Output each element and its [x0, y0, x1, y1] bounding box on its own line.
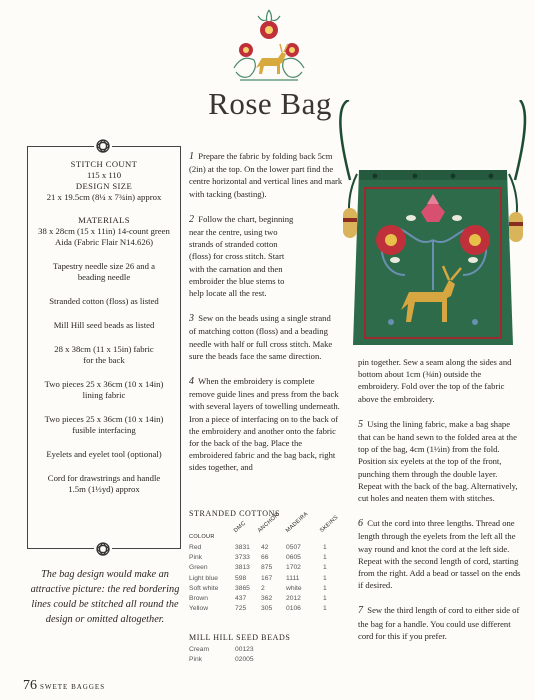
stranded-cottons-table — [189, 509, 349, 615]
table-cell: 3831 — [235, 544, 250, 551]
step-number: 4 — [189, 376, 194, 388]
table-title: MILL HILL SEED BEADS — [189, 633, 291, 642]
step-3: Sew on the beads using a single strand of matching cotton (floss) and a beading needle with half or full cross stitch. Make sure the beads face the same direction. — [189, 313, 333, 361]
table-cell: 3865 — [235, 584, 250, 592]
table-cell: 3813 — [235, 564, 250, 572]
material-item: Mill Hill seed beads as listed — [53, 320, 155, 330]
table-row — [189, 564, 349, 574]
step-number: 7 — [358, 605, 363, 617]
table-cell: Light blue — [189, 574, 219, 582]
table-cell: 1 — [323, 605, 327, 613]
table-cell: 437 — [235, 594, 247, 602]
table-cell: Brown — [189, 594, 208, 602]
material-item: Cord for drawstrings and handle 1.5m (1½yd) approx — [47, 473, 161, 494]
table-cell: Green — [189, 564, 208, 572]
table-cell: Yellow — [189, 605, 209, 613]
table-cell: white — [286, 584, 302, 592]
materials-label: MATERIALS — [78, 215, 130, 225]
table-cell: 42 — [261, 544, 269, 551]
table-row — [189, 595, 349, 605]
step-number: 2 — [189, 213, 194, 225]
table-body — [189, 544, 349, 615]
material-item: Tapestry needle size 26 and a beading needle — [53, 261, 155, 282]
instructions-column-1 — [189, 150, 349, 487]
step-number: 3 — [189, 313, 194, 325]
stitch-count-label: STITCH COUNT — [70, 159, 138, 169]
table-row — [189, 605, 349, 615]
page-title: Rose Bag — [208, 86, 332, 121]
table-cell: 362 — [261, 594, 273, 602]
step-7: Sew the third length of cord to either side of the bag for a handle. You could use different cord for this if you prefer. — [358, 605, 520, 641]
column-header: SKEINS — [318, 514, 340, 534]
table-row — [189, 646, 349, 656]
table-row — [189, 585, 349, 595]
rose-stag-motif — [228, 6, 310, 88]
table-row — [189, 575, 349, 585]
table-cell: Cream — [189, 646, 210, 653]
material-item: Eyelets and eyelet tool (optional) — [46, 449, 162, 459]
step-4a: When the embroidery is complete remove guide lines and press from the back with several layers of towelling underneath. Iron a piece of interfacing on to the back of the embroidery and another onto the fabric for the back of the bag. Place the embroidered fabric and the bag back, right sides together, and — [189, 376, 340, 473]
step-6: Cut the cord into three lengths. Thread one length through the eyelets from the left all the way round and knot the cord at the left side. Repeat with the second length of cord, starting from the right. Add a bead or tassel on the ends if desired. — [358, 518, 521, 591]
table-cell: 0507 — [286, 544, 301, 551]
table-cell: Red — [189, 544, 202, 551]
table-cell: 1 — [323, 574, 327, 582]
page-number: 76 — [23, 678, 37, 693]
material-item: Stranded cotton (floss) as listed — [49, 296, 159, 306]
table-cell: 66 — [261, 554, 269, 562]
column-header: ANCHOR — [256, 512, 281, 534]
table-cell: 1 — [323, 564, 327, 572]
step-1: Prepare the fabric by folding back 5cm (2in) at the top. On the lower part find the centre horizontal and vertical lines and mark with tacking (basting). — [189, 151, 343, 199]
table-cell: 0106 — [286, 605, 301, 613]
material-item: Two pieces 25 x 36cm (10 x 14in) fusible interfacing — [44, 414, 164, 435]
design-size-label: DESIGN SIZE — [75, 181, 133, 191]
celtic-knot-icon — [94, 540, 112, 558]
table-cell: Soft white — [189, 584, 219, 592]
table-cell: Pink — [189, 656, 203, 664]
step-2: Follow the chart, beginning near the centre, using two strands of stranded cotton (floss) for cross stitch. Start with the carnation and then embroider the blue stems to help locate all the rest. — [189, 213, 294, 299]
design-size: 21 x 19.5cm (8¼ x 7¾in) approx — [46, 192, 162, 202]
table-cell: 02005 — [235, 656, 254, 664]
material-item: 38 x 28cm (15 x 11in) 14-count green Aida (Fabric Flair N14.626) — [38, 226, 170, 247]
table-cell: Pink — [189, 554, 203, 562]
table-row — [189, 656, 349, 666]
table-row — [189, 554, 349, 564]
material-item: Two pieces 25 x 36cm (10 x 14in) lining fabric — [44, 379, 164, 400]
table-cell: 1111 — [286, 574, 300, 582]
caption: The bag design would make an attractive picture: the red bordering lines could be stitched all round the design or omitted altogether. — [30, 569, 180, 625]
column-header: DMC — [232, 520, 248, 534]
table-cell: 2012 — [286, 594, 301, 602]
column-header: COLOUR — [189, 534, 215, 540]
table-cell: 00123 — [235, 646, 254, 653]
seed-beads-table — [189, 633, 349, 666]
table-cell: 1 — [323, 544, 327, 551]
column-header: MADEIRA — [284, 511, 310, 534]
table-row — [189, 544, 349, 554]
celtic-knot-icon — [94, 137, 112, 155]
table-cell: 1 — [323, 554, 327, 562]
stitch-count: 115 x 110 — [86, 170, 122, 180]
table-cell: 1702 — [286, 564, 301, 572]
table-cell: 0605 — [286, 554, 301, 562]
instructions-column-2 — [358, 356, 521, 655]
material-item: 28 x 38cm (11 x 15in) fabric for the back — [54, 344, 154, 365]
table-cell: 598 — [235, 574, 247, 582]
table-cell: 2 — [261, 584, 265, 592]
step-4b: pin together. Sew a seam along the sides and bottom about 1cm (⅜in) outside the embroidery. Fold over the top of the fabric above the embroidery. — [358, 357, 512, 404]
table-cell: 1 — [323, 584, 327, 592]
table-cell: 3733 — [235, 554, 250, 562]
step-number: 5 — [358, 418, 363, 430]
table-cell: 305 — [261, 605, 273, 613]
step-number: 1 — [189, 151, 194, 162]
rose-bag-photo — [335, 100, 530, 350]
table-title: STRANDED COTTONS — [189, 509, 281, 518]
table-body — [189, 646, 349, 666]
running-footer: SWETE BAGGES — [40, 683, 106, 691]
table-cell: 725 — [235, 605, 247, 613]
table-cell: 1 — [323, 594, 327, 602]
materials-box — [27, 146, 181, 549]
table-cell: 167 — [261, 574, 273, 582]
step-5: Using the lining fabric, make a bag shape that can be hand sewn to the folded area at the top of the bag, 4cm (1½in) from the fold. Position six eyelets at the top of the front, punching them through the double layer. Repeat with the back of the bag. Alternatively, cut holes and neaten them with stitches. — [358, 418, 518, 504]
step-number: 6 — [358, 518, 363, 530]
table-cell: 875 — [261, 564, 273, 572]
